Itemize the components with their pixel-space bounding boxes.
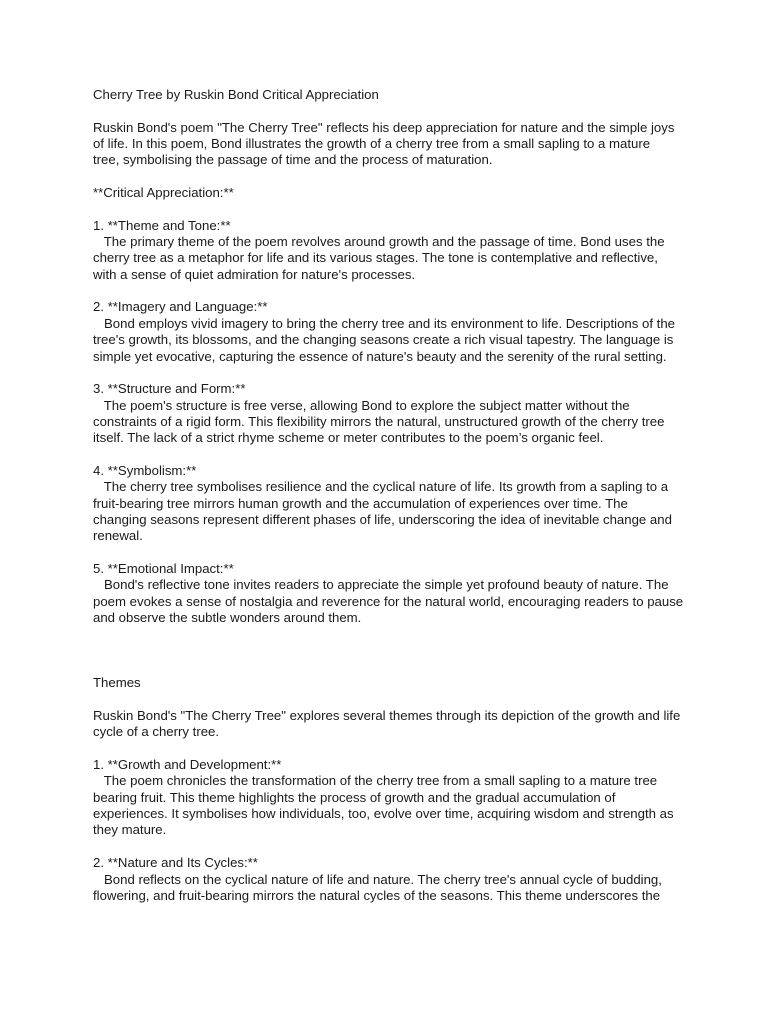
- document-title: [93, 87, 680, 103]
- point-line: Bond's reflective tone invites readers to appreciate the simple yet profound beauty of nature. The: [93, 577, 669, 593]
- point-line: with a sense of quiet admiration for nature's processes.: [93, 266, 416, 282]
- point-line: The primary theme of the poem revolves around growth and the passage of time. Bond uses the: [93, 234, 665, 250]
- point-line: renewal.: [93, 528, 143, 544]
- intro-line: of life. In this poem, Bond illustrates the growth of a cherry tree from a small sapling to a mature: [93, 136, 651, 152]
- point-line: poem evokes a sense of nostalgia and reverence for the natural world, encouraging readers to pause: [93, 593, 684, 609]
- point-line: flowering, and fruit-bearing mirrors the natural cycles of the seasons. This theme underscores the: [93, 887, 661, 903]
- point-line: cherry tree as a metaphor for life and its various stages. The tone is contemplative and reflective,: [93, 250, 658, 266]
- point-heading: 1. **Theme and Tone:**: [93, 217, 231, 233]
- intro-line: Ruskin Bond's "The Cherry Tree" explores several themes through its depiction of the growth and life: [93, 708, 681, 724]
- point-line: changing seasons represent different phases of life, underscoring the idea of inevitable change and: [93, 511, 672, 527]
- title-text: Cherry Tree by Ruskin Bond Critical Appreciation: [93, 87, 379, 102]
- point-heading: 4. **Symbolism:**: [93, 462, 197, 478]
- critical-point-imagery-language: [93, 299, 680, 364]
- point-heading: 2. **Imagery and Language:**: [93, 299, 268, 315]
- point-heading: 5. **Emotional Impact:**: [93, 560, 234, 576]
- intro-line: tree, symbolising the passage of time and the process of maturation.: [93, 152, 493, 168]
- theme-point-nature-cycles: [93, 855, 680, 904]
- point-line: Bond employs vivid imagery to bring the cherry tree and its environment to life. Descriptions of the: [93, 315, 675, 331]
- point-line: bearing fruit. This theme highlights the process of growth and the gradual accumulation of: [93, 789, 616, 805]
- point-line: itself. The lack of a strict rhyme scheme or meter contributes to the poem’s organic feel.: [93, 430, 604, 446]
- point-line: experiences. It symbolises how individuals, too, evolve over time, acquiring wisdom and strength as: [93, 806, 674, 822]
- point-line: tree's growth, its blossoms, and the changing seasons create a rich visual tapestry. The language is: [93, 332, 674, 348]
- point-line: simple yet evocative, capturing the essence of nature's beauty and the serenity of the rural setting.: [93, 348, 667, 364]
- themes-intro-paragraph: [93, 708, 680, 741]
- point-line: The poem's structure is free verse, allowing Bond to explore the subject matter without the: [93, 397, 630, 413]
- point-heading: 1. **Growth and Development:**: [93, 757, 282, 773]
- critical-appreciation-heading: [93, 185, 680, 201]
- point-heading: 2. **Nature and Its Cycles:**: [93, 855, 258, 871]
- point-line: constraints of a rigid form. This flexibility mirrors the natural, unstructured growth of the cherry tree: [93, 413, 665, 429]
- point-line: The poem chronicles the transformation of the cherry tree from a small sapling to a mature tree: [93, 773, 658, 789]
- section-spacer: [93, 643, 680, 676]
- point-line: and observe the subtle wonders around them.: [93, 610, 362, 625]
- intro-paragraph: [93, 120, 680, 169]
- point-line: The cherry tree symbolises resilience and the cyclical nature of life. Its growth from a sapling to a: [93, 479, 669, 495]
- themes-heading: [93, 675, 680, 691]
- critical-point-symbolism: [93, 463, 680, 545]
- critical-point-emotional-impact: [93, 560, 684, 626]
- point-line: Bond reflects on the cyclical nature of life and nature. The cherry tree's annual cycle of budding,: [93, 871, 662, 887]
- intro-line: cycle of a cherry tree.: [93, 724, 220, 740]
- point-line: they mature.: [93, 822, 167, 838]
- intro-line: Ruskin Bond's poem "The Cherry Tree" reflects his deep appreciation for nature and the simple joys: [93, 119, 675, 135]
- critical-point-structure-form: [93, 381, 680, 446]
- point-line: fruit-bearing tree mirrors human growth and the accumulation of experiences over time. The: [93, 495, 628, 511]
- heading-text: Themes: [93, 675, 141, 691]
- heading-text: **Critical Appreciation:**: [93, 185, 234, 201]
- critical-point-theme-tone: [93, 218, 680, 283]
- point-heading: 3. **Structure and Form:**: [93, 381, 246, 397]
- theme-point-growth-development: [93, 757, 680, 839]
